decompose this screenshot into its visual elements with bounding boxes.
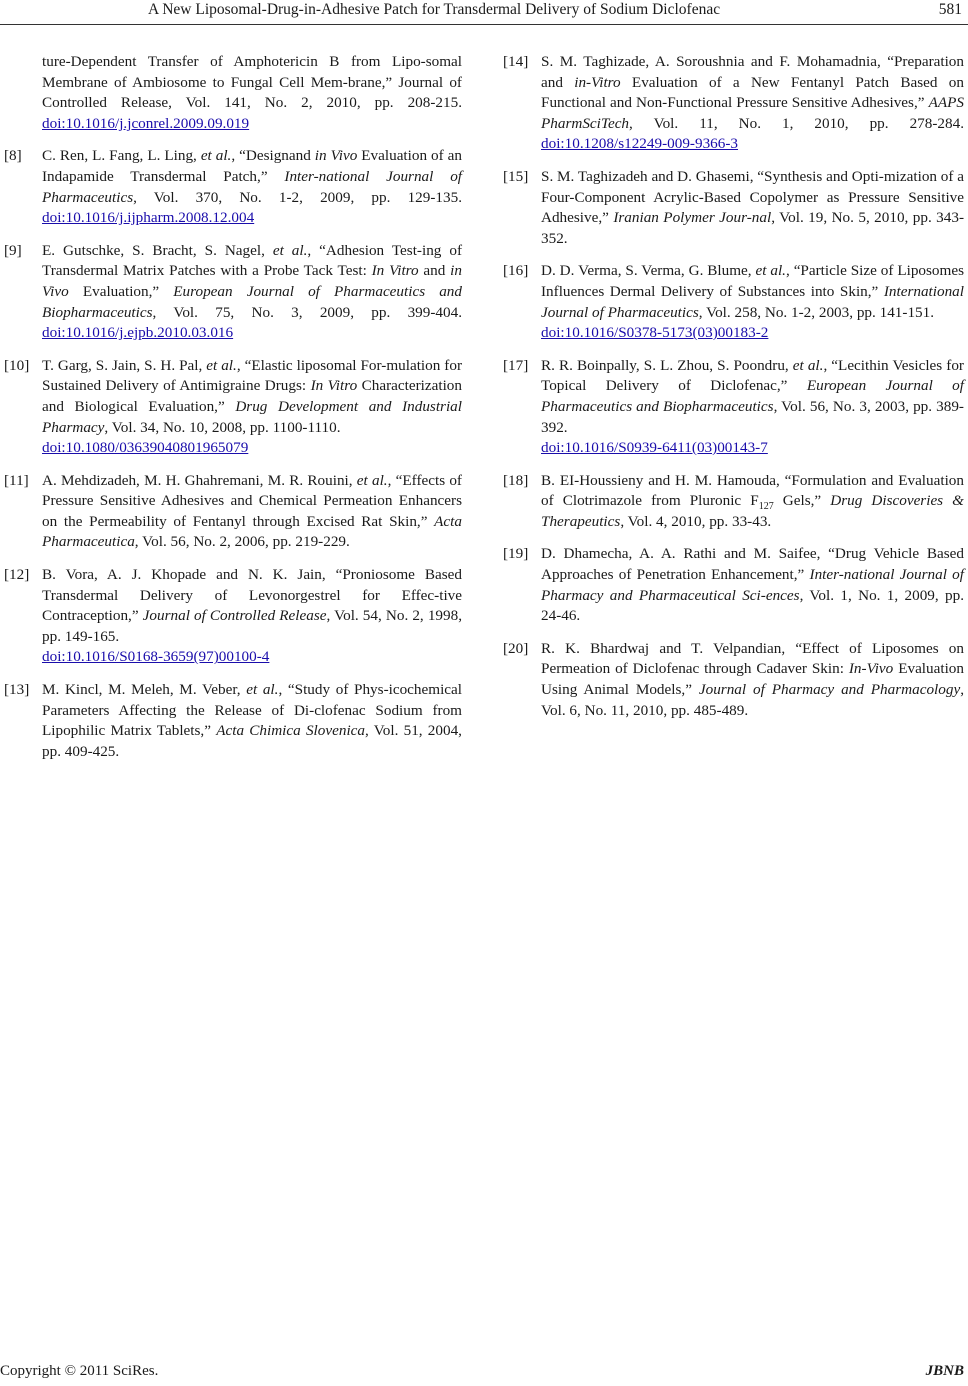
reference-20: [20] R. K. Bhardwaj and T. Velpandian, “Effect of Liposomes on Permeation of Diclofenac through Cadaver Skin: In-Vivo Evaluation Using Animal Models,” Journal of Pharmacy and Pharmacology, Vol. 6, No. 11, 2010, pp. 485-489.: [503, 639, 964, 719]
reference-17: [17] R. R. Boinpally, S. L. Zhou, S. Poondru, et al., “Lecithin Vesicles for Topical Delivery of Diclofenac,” European Journal of Pharmaceutics and Biopharmaceutics, Vol. 56, No. 3, 2003, pp. 389-392. doi:10.1016/S0939-6411(03)00143-7: [503, 356, 964, 459]
right-column: [503, 52, 964, 733]
reference-number: [14]: [503, 53, 529, 70]
reference-number: [9]: [4, 241, 22, 259]
running-title: A New Liposomal-Drug-in-Adhesive Patch for Transdermal Delivery of Sodium Diclofenac: [148, 1, 721, 18]
reference-number: [20]: [503, 639, 529, 657]
reference-number: [13]: [4, 681, 30, 699]
doi-link[interactable]: doi:10.1016/j.ejpb.2010.03.016: [42, 324, 234, 342]
reference-number: [10]: [4, 356, 30, 374]
doi-link[interactable]: doi:10.1016/S0378-5173(03)00183-2: [541, 324, 769, 342]
reference-number: [17]: [503, 356, 529, 374]
reference-14: [14] S. M. Taghizade, A. Soroushnia and F. Mohamadnia, “Preparation and in-Vitro Evaluation of a New Fentanyl Patch Based on Functional and Non-Functional Pressure Sensitive Adhesives,” AAPS PharmSciTech, Vol. 11, No. 1, 2010, pp. 278-284. doi:10.1208/s12249-009-9366-3: [503, 53, 964, 153]
reference-11: [11] A. Mehdizadeh, M. H. Ghahremani, M. R. Rouini, et al., “Effects of Pressure Sensitive Adhesives and Chemical Permeation Enhancers on the Permeability of Fentanyl through Excised Rat Skin,” Acta Pharmaceutica, Vol. 56, No. 2, 2006, pp. 219-229.: [4, 471, 462, 551]
doi-link[interactable]: doi:10.1016/j.ijpharm.2008.12.004: [42, 209, 255, 227]
reference-9: [9] E. Gutschke, S. Bracht, S. Nagel, et al., “Adhesion Test-ing of Transdermal Matrix Patches with a Probe Tack Test: In Vitro and in Vivo Evaluation,” European Journal of Pharmaceutics and Biopharmaceutics, Vol. 75, No. 3, 2009, pp. 399-404. doi:10.1016/j.ejpb.2010.03.016: [4, 241, 463, 342]
journal-abbreviation: JBNB: [925, 1363, 964, 1379]
reference-16: [16] D. D. Verma, S. Verma, G. Blume, et al., “Particle Size of Liposomes Influences Dermal Delivery of Substances into Skin,” International Journal of Pharmaceutics, Vol. 258, No. 1-2, 2003, pp. 141-151. doi:10.1016/S0378-5173(03)00183-2: [503, 261, 964, 343]
reference-18: [18] B. EI-Houssieny and H. M. Hamouda, “Formulation and Evaluation of Clotrimazole from Pluronic $F_{127}$ Gels,” Drug Discoveries & Therapeutics, Vol. 4, 2010, pp. 33-43.: [503, 471, 964, 530]
reference-number: [16]: [503, 262, 529, 280]
reference-19: [19] D. Dhamecha, A. A. Rathi and M. Saifee, “Drug Vehicle Based Approaches of Penetration Enhancement,” Inter-national Journal of Pharmacy and Pharmaceutical Sci-ences, Vol. 1, No. 1, 2009, pp. 24-46.: [503, 545, 965, 625]
reference-number: [8]: [4, 147, 22, 165]
doi-link[interactable]: doi:10.1080/03639040801965079: [42, 439, 249, 457]
doi-link[interactable]: doi:10.1016/S0168-3659(97)00100-4: [42, 648, 270, 666]
page-number: 581: [938, 1, 962, 18]
left-column: [4, 52, 462, 774]
page-header: [0, 0, 968, 25]
reference-12: [12] B. Vora, A. J. Khopade and N. K. Jain, “Proniosome Based Transdermal Delivery of Levonorgestrel for Effec-tive Contraception,” Journal of Controlled Release, Vol. 54, No. 2, 1998, pp. 149-165. doi:10.1016/S0168-3659(97)00100-4: [4, 565, 462, 668]
reference-15: [15] S. M. Taghizadeh and D. Ghasemi, “Synthesis and Opti-mization of a Four-Component Acrylic-Based Copolymer as Pressure Sensitive Adhesive,” Iranian Polymer Jour-nal, Vol. 19, No. 5, 2010, pp. 343-352.: [503, 167, 964, 247]
reference-number: [19]: [503, 545, 529, 563]
reference-13: [13] M. Kincl, M. Meleh, M. Veber, et al., “Study of Phys-icochemical Parameters Affecting the Release of Di-clofenac Sodium from Lipophilic Matrix Tablets,” Acta Chimica Slovenica, Vol. 51, 2004, pp. 409-425.: [4, 681, 462, 760]
reference-8: [8] C. Ren, L. Fang, L. Ling, et al., “Designand in Vivo Evaluation of an Indapamide Transdermal Patch,” Inter-national Journal of Pharmaceutics, Vol. 370, No. 1-2, 2009, pp. 129-135. doi:10.1016/j.ijpharm.2008.12.004: [4, 147, 463, 227]
reference-number: [15]: [503, 167, 529, 185]
copyright-notice: Copyright © 2011 SciRes.: [0, 1363, 159, 1379]
reference-7-continuation: ture-Dependent Transfer of Amphotericin B from Lipo-somal Membrane of Ambiosome to Fungal Cell Mem-brane,” Journal of Controlled Release, Vol. 141, No. 2, 2010, pp. 208-215. doi:10.1016/j.jconrel.2009.09.019: [42, 53, 462, 132]
reference-number: [11]: [4, 471, 29, 489]
reference-number: [12]: [4, 566, 30, 584]
doi-link[interactable]: doi:10.1016/S0939-6411(03)00143-7: [541, 439, 768, 457]
reference-number: [18]: [503, 471, 529, 489]
doi-link[interactable]: doi:10.1208/s12249-009-9366-3: [541, 135, 739, 153]
reference-10: [10] T. Garg, S. Jain, S. H. Pal, et al., “Elastic liposomal For-mulation for Sustained Delivery of Antimigraine Drugs: In Vitro Characterization and Biological Evaluation,” Drug Development and Industrial Pharmacy, Vol. 34, No. 10, 2008, pp. 1100-1110. doi:10.1080/03639040801965079: [4, 356, 462, 459]
doi-link[interactable]: doi:10.1016/j.jconrel.2009.09.019: [42, 114, 250, 132]
page-footer: [0, 1360, 968, 1386]
